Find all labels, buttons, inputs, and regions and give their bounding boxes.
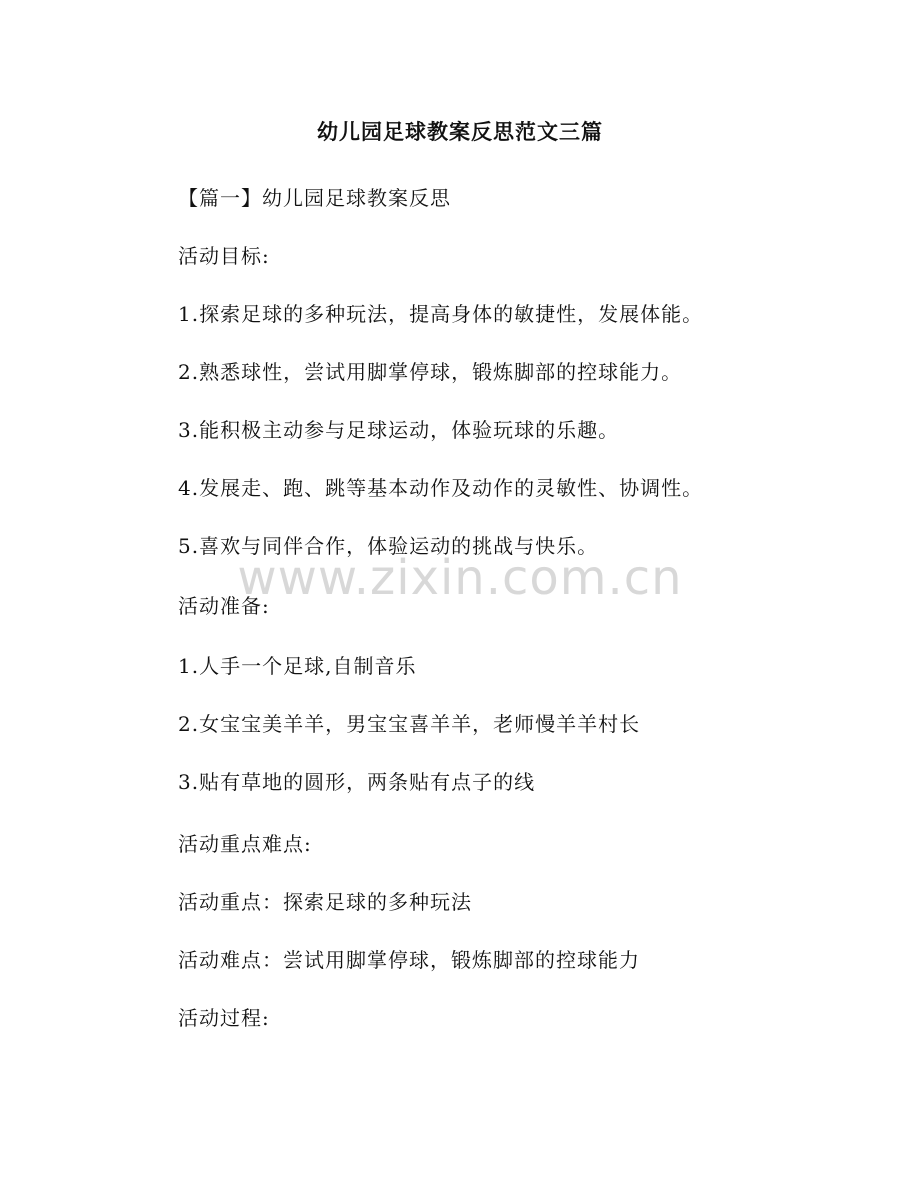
paragraph-line: 活动难点：尝试用脚掌停球，锻炼脚部的控球能力 xyxy=(178,948,640,972)
paragraph-line: 3.贴有草地的圆形，两条贴有点子的线 xyxy=(178,770,536,794)
paragraph-line: 活动过程: xyxy=(178,1006,270,1030)
paragraph-line: 活动重点难点: xyxy=(178,832,312,856)
paragraph-line: 活动目标: xyxy=(178,244,270,268)
section-heading: 【篇一】幼儿园足球教案反思 xyxy=(178,186,451,210)
paragraph-line: 4.发展走、跑、跳等基本动作及动作的灵敏性、协调性。 xyxy=(178,476,704,500)
document-title: 幼儿园足球教案反思范文三篇 xyxy=(317,120,603,144)
paragraph-line: 1.探索足球的多种玩法，提高身体的敏捷性，发展体能。 xyxy=(178,302,704,326)
paragraph-line: 3.能积极主动参与足球运动，体验玩球的乐趣。 xyxy=(178,418,620,442)
paragraph-line: 活动准备: xyxy=(178,594,270,618)
paragraph-line: 5.喜欢与同伴合作，体验运动的挑战与快乐。 xyxy=(178,534,599,558)
paragraph-line: 2.熟悉球性，尝试用脚掌停球，锻炼脚部的控球能力。 xyxy=(178,360,683,384)
paragraph-line: 1.人手一个足球,自制音乐 xyxy=(178,654,417,678)
paragraph-line: 2.女宝宝美羊羊，男宝宝喜羊羊，老师慢羊羊村长 xyxy=(178,712,641,736)
paragraph-line: 活动重点：探索足球的多种玩法 xyxy=(178,890,472,914)
watermark: www.zixin.com.cn xyxy=(237,550,683,606)
